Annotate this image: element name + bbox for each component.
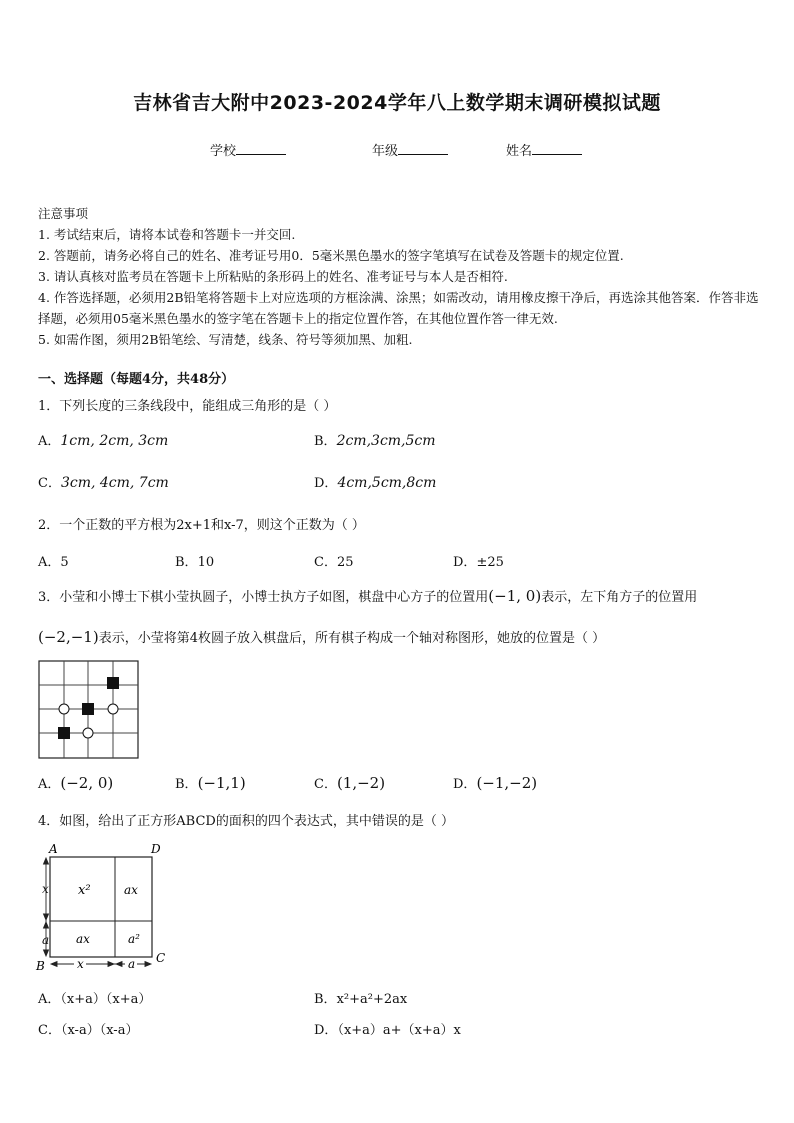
- note-item: 3. 请认真核对监考员在答题卡上所粘贴的条形码上的姓名、准考证号与本人是否相符.: [38, 269, 508, 284]
- grade-field: [372, 140, 448, 159]
- q4-option-d[interactable]: [314, 1019, 461, 1038]
- option-label: C．: [38, 476, 61, 491]
- q3-option-a[interactable]: [38, 773, 113, 792]
- q2-option-d[interactable]: [453, 551, 504, 570]
- circle-piece: [59, 704, 69, 714]
- square-abcd-figure: [34, 840, 174, 976]
- option-label: D．: [453, 555, 477, 570]
- option-value: （x+a）a+（x+a）x: [337, 1023, 461, 1038]
- q3-coord-corner: (−2,−1): [38, 628, 99, 646]
- q3-stem-line2: [38, 627, 605, 646]
- area-ax-bottom-label: ax: [76, 932, 90, 946]
- option-label: B．: [314, 992, 337, 1007]
- school-blank: [236, 142, 286, 155]
- q4-option-b[interactable]: [314, 988, 407, 1007]
- note-item: 4. 作答选择题，必须用2B铅笔将答题卡上对应选项的方框涂满、涂黑；如需改动，请用橡皮擦干净后，再选涂其他答案．作答非选择题，必须用05毫米黑色墨水的签字笔在答题卡上的指定位置作答，在其他位置作答一律无效.: [38, 290, 759, 326]
- square-piece: [58, 727, 70, 739]
- q3-option-d[interactable]: [453, 773, 537, 792]
- q3-stem-part-b: 表示，左下角方子的位置用: [541, 590, 698, 605]
- school-label: 学校: [210, 144, 237, 159]
- area-a2-label: a²: [128, 932, 140, 946]
- option-value: 3cm, 4cm, 7cm: [60, 475, 169, 491]
- exam-title: 吉林省吉大附中2023-2024学年八上数学期末调研模拟试题: [133, 92, 661, 114]
- option-label: C．: [314, 777, 337, 792]
- square-piece: [82, 703, 94, 715]
- area-x2-label: x²: [78, 883, 91, 898]
- square-piece: [107, 677, 119, 689]
- q2-option-a[interactable]: [38, 551, 69, 570]
- q2-option-b[interactable]: [175, 551, 214, 570]
- notes-heading: 注意事项: [38, 206, 89, 221]
- note-item: 1. 考试结束后，请将本试卷和答题卡一并交回.: [38, 227, 296, 242]
- option-value: 4cm,5cm,8cm: [337, 475, 437, 491]
- vertex-c-label: C: [156, 951, 166, 965]
- q2-option-c[interactable]: [314, 551, 354, 570]
- go-board-figure: [38, 660, 140, 760]
- q3-stem-part-c: 表示，小莹将第4枚圆子放入棋盘后，所有棋子构成一个轴对称图形，她放的位置是（ ）: [98, 631, 606, 646]
- bottom-a-label: a: [128, 957, 136, 971]
- option-label: B．: [314, 434, 337, 449]
- option-value: 25: [336, 555, 354, 570]
- q1-option-c[interactable]: [38, 472, 169, 491]
- note-item: 2. 答题前，请务必将自己的姓名、准考证号用0．5毫米黑色墨水的签字笔填写在试卷及答题卡的规定位置.: [38, 248, 624, 263]
- option-value: (−1,−2): [476, 774, 538, 792]
- q3-option-b[interactable]: [175, 773, 246, 792]
- q3-option-c[interactable]: [314, 773, 385, 792]
- option-value: 1cm, 2cm, 3cm: [60, 433, 169, 449]
- bottom-x-label: x: [77, 957, 84, 971]
- vertex-a-label: A: [49, 842, 58, 856]
- option-label: B．: [175, 777, 198, 792]
- q1-option-b[interactable]: [314, 430, 436, 449]
- q4-option-c[interactable]: [38, 1019, 138, 1038]
- option-label: B．: [175, 555, 198, 570]
- option-value: （x-a）（x-a）: [60, 1023, 139, 1038]
- option-value: （x+a）（x+a）: [60, 992, 152, 1007]
- q3-coord-center: (−1, 0): [488, 587, 542, 605]
- vertex-b-label: B: [36, 959, 45, 973]
- option-value: 2cm,3cm,5cm: [336, 433, 436, 449]
- name-label: 姓名: [506, 144, 533, 159]
- circle-piece: [108, 704, 118, 714]
- notes-block: [38, 203, 763, 350]
- option-value: 10: [197, 555, 215, 570]
- q2-stem: 2．一个正数的平方根为2x+1和x-7，则这个正数为（ ）: [38, 518, 365, 533]
- q1-stem: 1．下列长度的三条线段中，能组成三角形的是（ ）: [38, 399, 337, 414]
- option-label: C．: [38, 1023, 61, 1038]
- grade-label: 年级: [372, 144, 399, 159]
- q3-stem-part-a: 3．小莹和小博士下棋小莹执圆子，小博士执方子如图，棋盘中心方子的位置用: [38, 590, 489, 605]
- q4-stem: 4．如图，给出了正方形ABCD的面积的四个表达式，其中错误的是（ ）: [38, 814, 454, 829]
- q1-option-d[interactable]: [314, 472, 436, 491]
- option-label: C．: [314, 555, 337, 570]
- side-a-label: a: [42, 933, 50, 947]
- option-value: (1,−2): [336, 774, 386, 792]
- note-item: 5. 如需作图，须用2B铅笔绘、写清楚，线条、符号等须加黑、加粗.: [38, 332, 413, 347]
- school-field: [210, 140, 286, 159]
- q4-option-a[interactable]: [38, 988, 151, 1007]
- circle-piece: [83, 728, 93, 738]
- area-ax-top-label: ax: [124, 883, 138, 897]
- option-label: A．: [38, 555, 61, 570]
- option-label: A．: [38, 434, 61, 449]
- option-label: A．: [38, 777, 61, 792]
- side-x-label: x: [42, 882, 49, 896]
- option-value: ±25: [476, 555, 504, 570]
- option-label: D．: [314, 476, 338, 491]
- vertex-d-label: D: [151, 842, 161, 856]
- section-title: 一、选择题（每题4分，共48分）: [38, 372, 235, 387]
- name-blank: [532, 142, 582, 155]
- grade-blank: [398, 142, 448, 155]
- option-value: x²+a²+2ax: [336, 992, 408, 1007]
- option-value: (−1,1): [197, 774, 246, 792]
- option-label: A．: [38, 992, 61, 1007]
- option-label: D．: [314, 1023, 338, 1038]
- option-value: (−2, 0): [60, 774, 114, 792]
- name-field: [506, 140, 582, 159]
- option-label: D．: [453, 777, 477, 792]
- q3-stem-line1: [38, 586, 697, 605]
- option-value: 5: [60, 555, 69, 570]
- q1-option-a[interactable]: [38, 430, 168, 449]
